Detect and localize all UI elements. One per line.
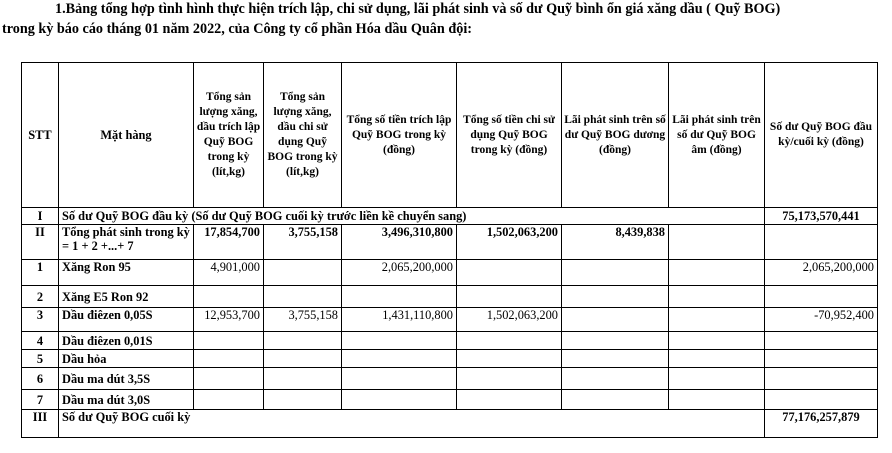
stt-cell: II <box>22 225 59 260</box>
opening-label: Số dư Quỹ BOG đầu kỳ (Số dư Quỹ BOG cuối kỳ trước liền kề chuyển sang) <box>59 208 765 225</box>
item-balance <box>765 390 878 410</box>
table-row-closing <box>22 410 878 438</box>
item-vol-in <box>194 368 264 390</box>
header-int-neg: Lãi phát sinh trên số dư Quỹ BOG âm (đồng) <box>669 63 765 208</box>
item-amt-in: 1,431,110,800 <box>342 308 457 332</box>
item-vol-in <box>194 350 264 368</box>
stt-cell: 3 <box>22 308 59 332</box>
item-vol-in <box>194 390 264 410</box>
item-int-neg <box>669 286 765 308</box>
stt-cell: 2 <box>22 286 59 308</box>
item-int-pos <box>562 286 669 308</box>
item-vol-in: 4,901,000 <box>194 260 264 286</box>
table-row <box>22 390 878 410</box>
table-row <box>22 332 878 350</box>
item-amt-out <box>457 332 562 350</box>
total-int-pos: 8,439,838 <box>562 225 669 260</box>
header-vol-out: Tổng sản lượng xăng, dầu chi sử dụng Quỹ BOG trong kỳ (lít,kg) <box>264 63 342 208</box>
item-vol-out <box>264 390 342 410</box>
item-amt-in <box>342 286 457 308</box>
item-amt-out <box>457 390 562 410</box>
item-amt-in: 2,065,200,000 <box>342 260 457 286</box>
item-int-pos <box>562 260 669 286</box>
item-int-pos <box>562 368 669 390</box>
stt-cell: 5 <box>22 350 59 368</box>
table-row-total <box>22 225 878 260</box>
item-balance <box>765 286 878 308</box>
item-vol-out <box>264 260 342 286</box>
item-int-neg <box>669 260 765 286</box>
stt-cell: I <box>22 208 59 225</box>
bog-fund-table <box>21 62 878 438</box>
item-balance <box>765 332 878 350</box>
closing-label: Số dư Quỹ BOG cuối kỳ <box>59 410 765 438</box>
table-row <box>22 260 878 286</box>
item-int-neg <box>669 390 765 410</box>
header-amt-in: Tổng số tiền trích lập Quỹ BOG trong kỳ (đồng) <box>342 63 457 208</box>
item-label: Dầu hỏa <box>59 350 194 368</box>
stt-cell: 4 <box>22 332 59 350</box>
item-amt-in <box>342 368 457 390</box>
item-vol-out: 3,755,158 <box>264 308 342 332</box>
item-int-neg <box>669 308 765 332</box>
item-int-pos <box>562 390 669 410</box>
header-row <box>22 63 878 208</box>
title-line-1: 1.Bảng tổng hợp tình hình thực hiện trích lập, chi sử dụng, lãi phát sinh và số dư Quỹ bình ổn giá xăng dầu ( Quỹ BOG) <box>55 1 781 17</box>
header-balance: Số dư Quỹ BOG đầu kỳ/cuối kỳ (đồng) <box>765 63 878 208</box>
total-int-neg <box>669 225 765 260</box>
item-int-pos <box>562 332 669 350</box>
item-vol-out <box>264 350 342 368</box>
item-balance <box>765 368 878 390</box>
item-amt-out <box>457 368 562 390</box>
stt-cell: 7 <box>22 390 59 410</box>
header-amt-out: Tổng số tiền chi sử dụng Quỹ BOG trong kỳ (đồng) <box>457 63 562 208</box>
total-amt-in: 3,496,310,800 <box>342 225 457 260</box>
total-amt-out: 1,502,063,200 <box>457 225 562 260</box>
stt-cell: 6 <box>22 368 59 390</box>
title-line-2: trong kỳ báo cáo tháng 01 năm 2022, của Công ty cổ phần Hóa dầu Quân đội: <box>2 21 472 37</box>
table-row <box>22 368 878 390</box>
item-amt-in <box>342 332 457 350</box>
item-amt-in <box>342 350 457 368</box>
item-vol-in <box>194 332 264 350</box>
table-row-opening <box>22 208 878 225</box>
header-stt: STT <box>22 63 59 208</box>
item-int-neg <box>669 368 765 390</box>
table-row <box>22 286 878 308</box>
item-label: Dầu ma dút 3,0S <box>59 390 194 410</box>
item-label: Xăng Ron 95 <box>59 260 194 286</box>
item-int-neg <box>669 350 765 368</box>
header-vol-in: Tổng sản lượng xăng, dầu trích lập Quỹ BOG trong kỳ (lít,kg) <box>194 63 264 208</box>
item-amt-in <box>342 390 457 410</box>
item-vol-in <box>194 286 264 308</box>
item-amt-out: 1,502,063,200 <box>457 308 562 332</box>
item-amt-out <box>457 286 562 308</box>
item-int-neg <box>669 332 765 350</box>
total-vol-in: 17,854,700 <box>194 225 264 260</box>
stt-cell: 1 <box>22 260 59 286</box>
item-balance: -70,952,400 <box>765 308 878 332</box>
item-amt-out <box>457 260 562 286</box>
opening-balance: 75,173,570,441 <box>765 208 878 225</box>
item-vol-out <box>264 332 342 350</box>
total-label: Tổng phát sinh trong kỳ = 1 + 2 +...+ 7 <box>59 225 194 260</box>
item-label: Dầu điêzen 0,05S <box>59 308 194 332</box>
header-mat-hang: Mặt hàng <box>59 63 194 208</box>
item-balance <box>765 350 878 368</box>
total-balance <box>765 225 878 260</box>
item-label: Xăng E5 Ron 92 <box>59 286 194 308</box>
item-label: Dầu điêzen 0,01S <box>59 332 194 350</box>
header-int-pos: Lãi phát sinh trên số dư Quỹ BOG dương (đồng) <box>562 63 669 208</box>
item-label: Dầu ma dút 3,5S <box>59 368 194 390</box>
item-vol-in: 12,953,700 <box>194 308 264 332</box>
stt-cell: III <box>22 410 59 438</box>
total-vol-out: 3,755,158 <box>264 225 342 260</box>
item-vol-out <box>264 286 342 308</box>
item-balance: 2,065,200,000 <box>765 260 878 286</box>
closing-balance: 77,176,257,879 <box>765 410 878 438</box>
item-amt-out <box>457 350 562 368</box>
item-int-pos <box>562 308 669 332</box>
table-row <box>22 308 878 332</box>
item-vol-out <box>264 368 342 390</box>
table-row <box>22 350 878 368</box>
item-int-pos <box>562 350 669 368</box>
